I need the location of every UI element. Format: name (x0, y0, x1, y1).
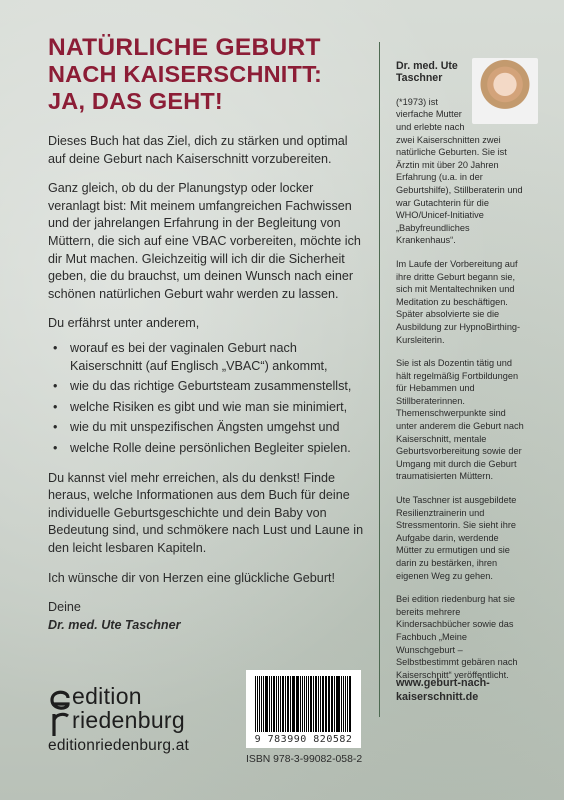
barcode-bar (292, 676, 293, 732)
barcode-bar (326, 676, 327, 732)
barcode-bar (282, 676, 285, 732)
barcode (246, 670, 361, 748)
barcode-bar (306, 676, 307, 732)
signature: Dr. med. Ute Taschner (48, 617, 181, 632)
intro-paragraph: Dieses Buch hat das Ziel, dich zu stärken und optimal auf deine Geburt nach Kaiserschnitt vorzubereiten. (48, 134, 348, 166)
column-divider (379, 42, 380, 717)
website-link[interactable] (396, 676, 536, 704)
website-line-2: kaiserschnitt.de (396, 691, 479, 703)
barcode-bar (345, 676, 347, 732)
topic-list (48, 340, 368, 458)
barcode-bar (285, 676, 286, 732)
website-line-1: www.geburt-nach- (396, 677, 490, 689)
barcode-bar (296, 676, 299, 732)
barcode-bar (304, 676, 306, 732)
author-column (396, 60, 526, 692)
title-line-2: NACH KAISERSCHNITT: (48, 61, 323, 88)
barcode-bar (343, 676, 344, 732)
author-bio-5: Bei edition riedenburg hat sie bereits mehrere Kindersachbücher sowie das Fachbuch „Meine Wunschgeburt – Selbstbestimmt gebären nach Kaiserschnitt“ veröffentlicht. (396, 594, 518, 680)
title-line-3: JA, DAS GEHT! (48, 87, 223, 114)
barcode-bar (322, 676, 324, 732)
paragraph-wish: Ich wünsche dir von Herzen eine glückliche Geburt! (48, 570, 336, 585)
list-item: • wie du das richtige Geburtsteam zusammenstellst, (48, 378, 368, 396)
publisher-url: editionriedenburg.at (48, 737, 190, 754)
cover-title (48, 34, 368, 114)
barcode-bar (328, 676, 330, 732)
barcode-digits: 9 783990 820582 (254, 734, 353, 745)
barcode-bar (315, 676, 318, 732)
paragraph-approach: Ganz gleich, ob du der Planungstyp oder locker veranlagt bist: Mit meinem umfangreichen Fachwissen und der jahrelangen Erfahrung in der Begleitung von Müttern, die sich auf eine VBAC vorbereiten, möchte ich dir Mut machen. Gleichzeitig will ich dir die Sicherheit geben, die du brauchst, um deinen Wunsch nach einer schönen natürlichen Geburt wahr werden zu lassen. (48, 181, 361, 301)
barcode-bar (290, 676, 291, 732)
barcode-bar (259, 676, 261, 732)
barcode-bar (302, 676, 303, 732)
list-intro: Du erfährst unter anderem, (48, 316, 200, 331)
list-item: • welche Rolle deine persönlichen Begleiter spielen. (48, 440, 368, 458)
author-name: Dr. med. Ute Taschner (396, 60, 458, 85)
list-item: • wie du mit unspezifischen Ängsten umgehst und (48, 419, 368, 437)
barcode-bar (313, 676, 314, 732)
barcode-bar (341, 676, 342, 732)
barcode-bar (257, 676, 258, 732)
barcode-bar (331, 676, 333, 732)
barcode-bar (280, 676, 281, 732)
barcode-bar (273, 676, 275, 732)
isbn-number: ISBN 978-3-99082-058-2 (246, 754, 363, 765)
barcode-bar (349, 676, 351, 732)
author-bio-4: Ute Taschner ist ausgebildete Resilienztrainerin und Stressmentorin. Sie sieht ihre Aufgabe darin, werdende Mütter zu ermutigen und sie darin zu bestärken, ihren eigenen Weg zu gehen. (396, 495, 517, 581)
author-photo (472, 58, 538, 124)
barcode-bar (265, 676, 268, 732)
publisher-logo (48, 684, 228, 755)
barcode-bar (271, 676, 273, 732)
barcode-bar (255, 676, 256, 732)
back-cover-text (48, 34, 368, 634)
barcode-bar (278, 676, 279, 732)
barcode-bar (310, 676, 312, 732)
barcode-bar (308, 676, 309, 732)
author-bio-2: Im Laufe der Vorbereitung auf ihre dritte Geburt begann sie, sich mit Mentaltechniken und Meditation zu beschäftigen. Später absolvierte sie die Ausbildung zur HypnoBirthing-Kursleiterin. (396, 258, 521, 345)
barcode-bar (347, 676, 348, 732)
barcode-bar (318, 676, 319, 732)
barcode-bar (293, 676, 295, 732)
barcode-bar (334, 676, 335, 732)
barcode-bar (337, 676, 340, 732)
author-bio-1: (*1973) ist vierfache Mutter und erlebte nach zwei Kaiserschnitten zwei natürliche Geburten. Sie ist Ärztin mit über 20 Jahren Erfahrung (u.a. in der Geburtshilfe), Stillberaterin und war Gutachterin für die WHO/Unicef-Initiative „Babyfreundliches Krankenhaus“. (396, 96, 523, 246)
closing: Deine (48, 600, 81, 615)
barcode-bar (261, 676, 262, 732)
publisher-name-line-1: edition (72, 683, 142, 709)
title-line-1: NATÜRLICHE GEBURT (48, 34, 321, 61)
er-monogram-icon (48, 684, 72, 738)
barcode-bar (325, 676, 326, 732)
author-bio-3: Sie ist als Dozentin tätig und hält regelmäßig Fortbildungen für Hebammen und Stillberaterinnen. Themenschwerpunkte sind unter anderem die Geburt nach Kaiserschnitt, mentale Geburtsvorbereitung sowie der Umgang mit durch die Geburt traumatisierten Müttern. (396, 358, 524, 482)
list-item: • welche Risiken es gibt und wie man sie minimiert, (48, 399, 368, 417)
barcode-bar (276, 676, 277, 732)
barcode-bar (287, 676, 289, 732)
barcode-bar (336, 676, 337, 732)
barcode-bars (255, 676, 352, 732)
list-item: • worauf es bei der vaginalen Geburt nach Kaiserschnitt (auf Englisch „VBAC“) ankommt, (48, 340, 368, 375)
barcode-bar (320, 676, 321, 732)
barcode-bar (300, 676, 301, 732)
barcode-bar (263, 676, 264, 732)
publisher-name-line-2: riedenburg (72, 707, 185, 733)
barcode-bar (269, 676, 270, 732)
paragraph-encouragement: Du kannst viel mehr erreichen, als du denkst! Finde heraus, welche Informationen aus dem Buch für deine individuelle Geburtsgeschichte und dein Baby von Bedeutung sind, und schmökere nach Lust und Laune in den leicht lesbaren Kapiteln. (48, 470, 364, 555)
